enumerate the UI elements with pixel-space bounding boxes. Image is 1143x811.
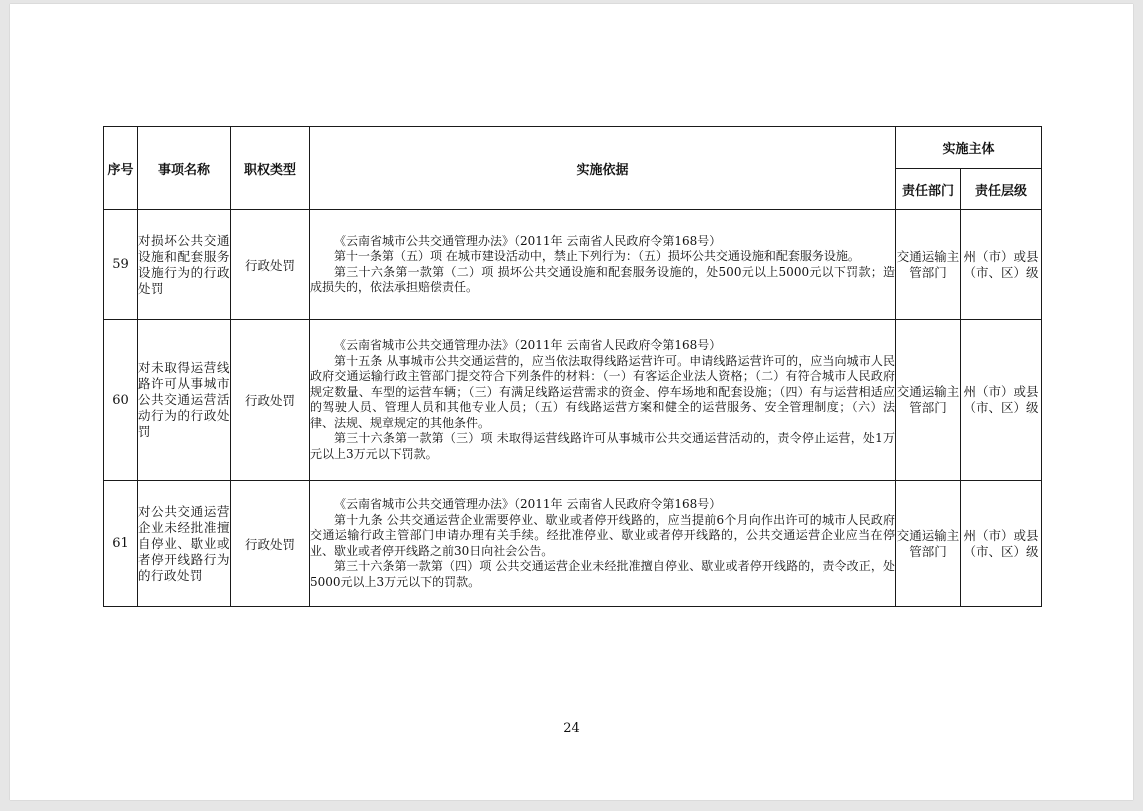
header-type: 职权类型 [231, 127, 310, 210]
header-dept: 责任部门 [896, 169, 961, 210]
item-name: 对未取得运营线路许可从事城市公共交通运营活动行为的行政处罚 [138, 320, 231, 481]
row-number: 60 [104, 320, 138, 481]
responsible-level: 州（市）或县（市、区）级 [961, 481, 1042, 607]
responsible-level: 州（市）或县（市、区）级 [961, 320, 1042, 481]
basis-paragraph: 第三十六条第一款第（四）项 公共交通运营企业未经批准擅自停业、歇业或者停开线路的，责令改正，处5000元以上3万元以下的罚款。 [310, 559, 895, 589]
header-basis: 实施依据 [310, 127, 896, 210]
table-row [104, 210, 1042, 320]
basis-paragraph: 第三十六条第一款第（二）项 损坏公共交通设施和配套服务设施的，处500元以上5000元以下罚款；造成损失的，依法承担赔偿责任。 [310, 264, 895, 294]
item-name: 对损坏公共交通设施和配套服务设施行为的行政处罚 [138, 210, 231, 320]
responsible-level: 州（市）或县（市、区）级 [961, 210, 1042, 320]
responsible-dept: 交通运输主管部门 [896, 320, 961, 481]
header-no: 序号 [104, 127, 138, 210]
basis-paragraph: 第三十六条第一款第（三）项 未取得运营线路许可从事城市公共交通运营活动的，责令停止运营，处1万元以上3万元以下罚款。 [310, 431, 895, 461]
legal-basis [310, 481, 896, 607]
header-name: 事项名称 [138, 127, 231, 210]
header-level: 责任层级 [961, 169, 1042, 210]
legal-basis [310, 210, 896, 320]
basis-paragraph: 第十九条 公共交通运营企业需要停业、歇业或者停开线路的，应当提前6个月向作出许可的城市人民政府交通运输行政主管部门申请办理有关手续。经批准停业、歇业或者停开线路的，公共交通运营企业应当在停业、歇业或者停开线路之前30日向社会公告。 [310, 512, 895, 558]
basis-paragraph: 第十五条 从事城市公共交通运营的，应当依法取得线路运营许可。申请线路运营许可的，应当向城市人民政府交通运输行政主管部门提交符合下列条件的材料：（一）有客运企业法人资格；（二）有符合城市人民政府规定数量、车型的运营车辆；（三）有满足线路运营需求的资金、停车场地和配套设施；（四）有与运营相适应的驾驶人员、管理人员和其他专业人员；（五）有线路运营方案和健全的运营服务、安全管理制度；（六）法律、法规、规章规定的其他条件。 [310, 353, 895, 430]
responsible-dept: 交通运输主管部门 [896, 481, 961, 607]
administrative-power-table [103, 126, 1042, 607]
basis-paragraph: 第十一条第（五）项 在城市建设活动中，禁止下列行为：（五）损坏公共交通设施和配套服务设施。 [334, 249, 860, 263]
row-number: 59 [104, 210, 138, 320]
responsible-dept: 交通运输主管部门 [896, 210, 961, 320]
table-row [104, 320, 1042, 481]
header-subject: 实施主体 [896, 127, 1042, 169]
power-type: 行政处罚 [231, 481, 310, 607]
legal-basis [310, 320, 896, 481]
page-number: 24 [563, 721, 580, 736]
basis-paragraph: 《云南省城市公共交通管理办法》（2011年 云南省人民政府令第168号） [334, 497, 722, 511]
item-name: 对公共交通运营企业未经批准擅自停业、歇业或者停开线路行为的行政处罚 [138, 481, 231, 607]
document-page [10, 4, 1133, 800]
power-type: 行政处罚 [231, 320, 310, 481]
basis-paragraph: 《云南省城市公共交通管理办法》（2011年 云南省人民政府令第168号） [334, 233, 722, 248]
row-number: 61 [104, 481, 138, 607]
header-row [104, 127, 1042, 169]
basis-paragraph: 《云南省城市公共交通管理办法》（2011年 云南省人民政府令第168号） [334, 338, 722, 352]
table-row [104, 481, 1042, 607]
power-type: 行政处罚 [231, 210, 310, 320]
